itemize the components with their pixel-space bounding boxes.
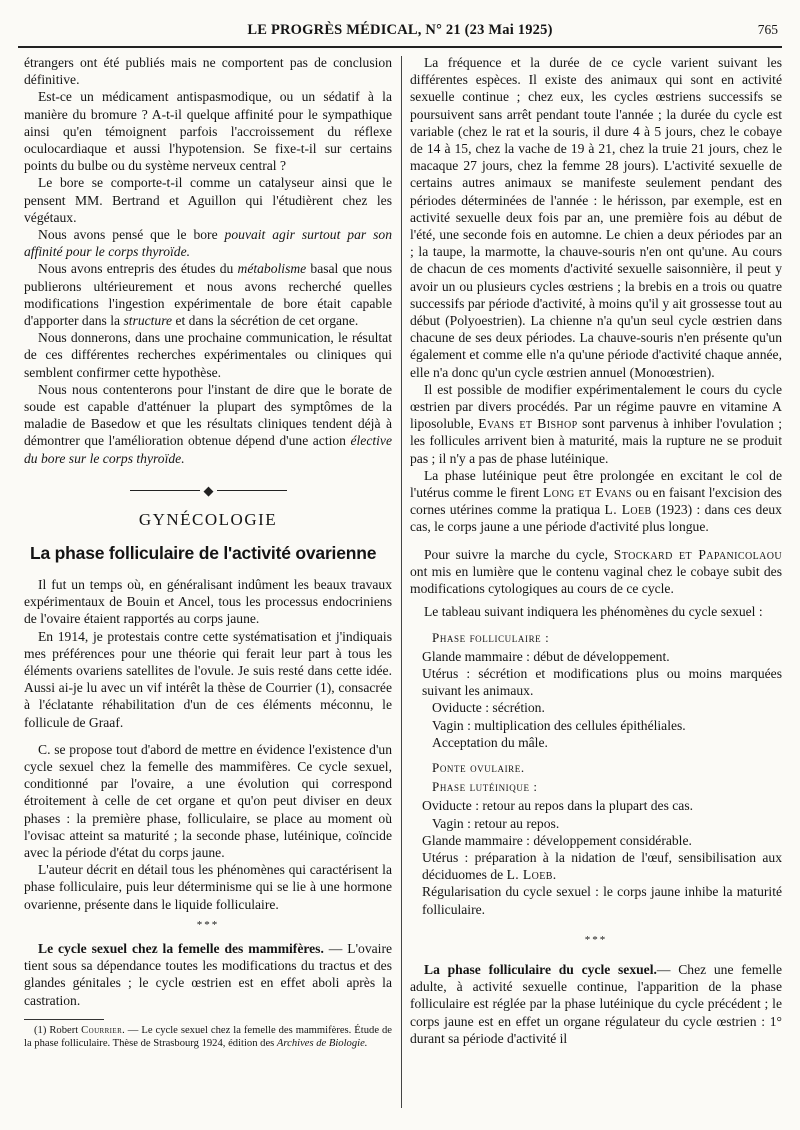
text-run: — Chez une femelle adulte, à activité sexuelle continue, l'apparition de la phase folliculaire est réglée par la phase lutéinique du cycle précédent ; le corps jaune est en effet un organe régulateur du cycle œstrien : 1° durant sa période d'activité il bbox=[410, 961, 783, 1046]
table-heading-ovulation: Ponte ovulaire. bbox=[432, 759, 525, 775]
ornament-line bbox=[130, 490, 200, 491]
paragraph bbox=[24, 381, 392, 467]
paragraph: L'auteur décrit en détail tous les phénomènes qui caractérisent la phase folliculaire, puis leur déterminisme qui se lie à une hormone ovarienne, présente dans le liquide folliculaire. bbox=[24, 862, 392, 912]
footnote bbox=[24, 1024, 392, 1050]
paragraph: Le tableau suivant indiquera les phénomènes du cycle sexuel : bbox=[424, 604, 763, 620]
page-number: 765 bbox=[757, 22, 778, 37]
text-run: Pour suivre la marche du cycle, bbox=[424, 546, 614, 562]
text-run: et dans la sécrétion de cet organe. bbox=[172, 313, 359, 329]
italic-run: structure bbox=[123, 313, 173, 329]
subheading: La phase folliculaire du cycle sexuel. bbox=[424, 961, 657, 977]
small-caps-run: L. Loeb bbox=[604, 502, 652, 518]
paragraph: Nous donnerons, dans une prochaine communication, le résultat de ces différentes recherches expérimentales ou cliniques qui semblent confirmer cette hypothèse. bbox=[24, 330, 392, 380]
table-line: Vagin : retour au repos. bbox=[432, 815, 560, 831]
table-line: Glande mammaire : début de développement. bbox=[422, 648, 670, 664]
text-run: sont parvenus à inhiber l'ovulation ; les follicules arrivent bien à maturité, mais la rupture ne se produit pas ; il n'y a pas de phase lutéinique. bbox=[410, 416, 783, 466]
paragraph bbox=[410, 381, 782, 467]
table-heading-luteal: Phase lutéinique : bbox=[432, 779, 538, 795]
page-header bbox=[18, 8, 782, 48]
paragraph bbox=[410, 467, 782, 536]
text-run: basal que nous publierons ultérieurement et nous avons recherché quelles modifications l'ingestion expérimentale de bore était capable d'apporter dans la bbox=[24, 261, 392, 329]
text-run: ou en faisant l'excision des cornes utérines comme la pratiqua bbox=[410, 485, 782, 518]
paragraph: Le bore se comporte-t-il comme un catalyseur ainsi que le pensent MM. Bertrand et Aguillon qui l'étudièrent chez les végétaux. bbox=[24, 175, 392, 225]
paragraph: étrangers ont été publiés mais ne comportent pas de conclusion définitive. bbox=[24, 55, 392, 88]
subheading: Le cycle sexuel chez la femelle des mammifères. bbox=[38, 940, 324, 956]
paragraph: Il fut un temps où, en généralisant indûment les beaux travaux expérimentaux de Bouin et Ancel, tous les processus endocriniens de l'ovaire étaient rapportés au corps jaune. bbox=[24, 576, 392, 627]
right-column bbox=[410, 54, 782, 1118]
text-run: . bbox=[552, 867, 557, 883]
column-divider bbox=[401, 56, 402, 1108]
table-line bbox=[422, 849, 782, 883]
text-run: La phase lutéinique peut être prolongée en excitant le col de l'utérus comme le firent bbox=[410, 467, 782, 501]
table-line: Oviducte : sécrétion. bbox=[432, 700, 545, 716]
ornament-divider bbox=[24, 481, 392, 499]
text-run: — L'ovaire tient sous sa dépendance toutes les modifications du tractus et des glandes génitales ; le cycle œstrien est en effet aboli après la castration. bbox=[24, 940, 393, 1008]
small-caps-run: Courrier bbox=[81, 1024, 123, 1036]
ornament-diamond-icon: ◆ bbox=[203, 482, 213, 498]
text-run: (1923) : dans ces deux cas, le corps jaune a une période d'activité plus longue. bbox=[410, 502, 782, 535]
header-rule bbox=[18, 46, 782, 48]
table-line: Glande mammaire : développement considérable. bbox=[422, 832, 692, 848]
small-caps-run: L. Loeb bbox=[506, 867, 553, 883]
text-run: (1) Robert bbox=[34, 1024, 82, 1036]
table-line: Vagin : multiplication des cellules épithéliales. bbox=[432, 717, 686, 733]
italic-run: élective du bore sur le corps thyroïde. bbox=[24, 433, 392, 466]
table-heading-follicular: Phase folliculaire : bbox=[432, 629, 550, 645]
text-run: Nous avons entrepris des études du bbox=[38, 261, 238, 277]
small-caps-run: Stockard et Papanicolaou bbox=[613, 546, 782, 562]
running-title: LE PROGRÈS MÉDICAL, N° 21 (23 Mai 1925) bbox=[247, 22, 553, 38]
paragraph: En 1914, je protestais contre cette systématisation et j'indiquais mes préférences pour une théorie qui ferait leur part à tous les éléments ovariens satellites de l'ovule. Je suis resté dans cette idée. Aussi ai-je lu avec un vif intérêt la thèse de Courrier (1), consacrée à l'éclatante réhabilitation d'un de ces éléments méconnu, le follicule de Graaf. bbox=[24, 628, 392, 730]
spacer bbox=[24, 731, 392, 741]
article-title: La phase folliculaire de l'activité ovarienne bbox=[30, 542, 377, 563]
text-run: . — Le cycle sexuel chez la femelle des mammifères. Étude de la phase folliculaire. Thèse de Strasbourg 1924, édition des bbox=[24, 1024, 392, 1049]
ornament-line bbox=[217, 490, 287, 491]
spacer bbox=[410, 536, 782, 546]
asterism: *** bbox=[584, 933, 608, 946]
paragraph bbox=[24, 226, 392, 260]
paragraph: La fréquence et la durée de ce cycle varient suivant les différentes espèces. Il existe des animaux qui sont en activité sexuelle continue ; chez eux, les cycles œstriens successifs se poursuivent sans arrêt pendant toute l'année ; la durée du cycle est variable (chez le rat et la souris, il dure 4 à 5 jours, chez le cobaye de 14 à 15, chez la vache de 19 à 21, chez la truie 21 jours, chez le macaque 27 jours, chez la femme 28 jours). L'activité sexuelle de certains autres animaux se manifeste seulement pendant des périodes déterminées de l'année : le hérisson, par exemple, est en activité sexuelle deux fois par an, une première fois au début de l'été, une seconde fois en automne. Le chien a deux périodes par an ; la taupe, la marmotte, la chauve-souris n'en ont qu'une. Au cours de chacun de ces moments d'activité sexuelle saisonnière, il peut y avoir un ou plusieurs cycles œstriens ; la brebis en a trois ou quatre successifs par période d'activité, à moins qu'il y ait grossesse tout au début (Polyoestrien). La chienne n'a qu'un seul cycle œstrien dans chacune de ses deux périodes. La chauve-souris n'en présente qu'un également et comme elle n'a qu'une période d'activité chaque année, elle n'a donc qu'un cycle œstrien annuel (Monoœstrien). bbox=[410, 55, 782, 380]
text-run: Nous avons pensé que le bore bbox=[38, 227, 225, 243]
italic-run: pouvait agir surtout par son affinité pour le corps thyroïde. bbox=[24, 227, 392, 260]
italic-run: métabolisme bbox=[237, 261, 307, 277]
paragraph bbox=[24, 260, 392, 329]
footnote-rule bbox=[24, 1019, 104, 1020]
paragraph: C. se propose tout d'abord de mettre en évidence l'existence d'un cycle sexuel chez la femelle des mammifères. Ce cycle sexuel, conditionné par l'ovaire, a une évolution qui correspond étroitement à celle de cet organe et qu'on peut diviser en deux phases : la première phase, folliculaire, se place au moment où l'ovisac atteint sa maturité ; la seconde phase, lutéinique, coïncide avec la période d'état du corps jaune. bbox=[24, 741, 392, 860]
text-run: ont mis en lumière que le contenu vaginal chez le cobaye subit des modifications cytologiques au cours de ce cycle. bbox=[410, 563, 782, 597]
left-column bbox=[24, 54, 392, 1118]
table-line: Oviducte : retour au repos dans la plupart des cas. bbox=[422, 798, 694, 814]
small-caps-run: Evans et Bishop bbox=[478, 416, 578, 432]
paragraph: Est-ce un médicament antispasmodique, ou un sédatif à la manière du bromure ? A-t-il quelque affinité pour le sympathique ainsi qu'en témoignent parfois l'accroissement du réflexe oculocardiaque et aussi l'hypotension. Se fixe-t-il sur certains points du bulbe ou du système nerveux central ? bbox=[24, 89, 392, 174]
table-line: Acceptation du mâle. bbox=[432, 734, 548, 750]
paragraph bbox=[410, 546, 782, 598]
text-run: Il est possible de modifier expérimentalement le cours du cycle œstrien par divers procédés. Par un régime pauvre en vitamine A liposoluble, bbox=[410, 381, 782, 432]
paragraph bbox=[410, 961, 782, 1047]
table-line: Régularisation du cycle sexuel : le corps jaune inhibe la maturité folliculaire. bbox=[422, 884, 782, 917]
small-caps-run: Long et Evans bbox=[543, 485, 632, 501]
text-run: Utérus : préparation à la nidation de l'œuf, sensibilisation aux déciduomes de bbox=[422, 849, 782, 883]
italic-run: Archives de Biologie. bbox=[276, 1037, 368, 1049]
asterism: *** bbox=[196, 918, 220, 931]
section-heading: GYNÉCOLOGIE bbox=[138, 509, 278, 529]
paragraph bbox=[24, 940, 392, 1009]
text-run: Nous nous contenterons pour l'instant de dire que le borate de soude est capable d'atténuer la plupart des symptômes de la maladie de Basedow et que les résultats cliniques tendent déjà à démontrer que l'amélioration obtenue dépend d'une action bbox=[24, 381, 392, 449]
spacer bbox=[410, 918, 782, 928]
table-line: Utérus : sécrétion et modifications plus ou moins marquées suivant les animaux. bbox=[422, 665, 782, 699]
